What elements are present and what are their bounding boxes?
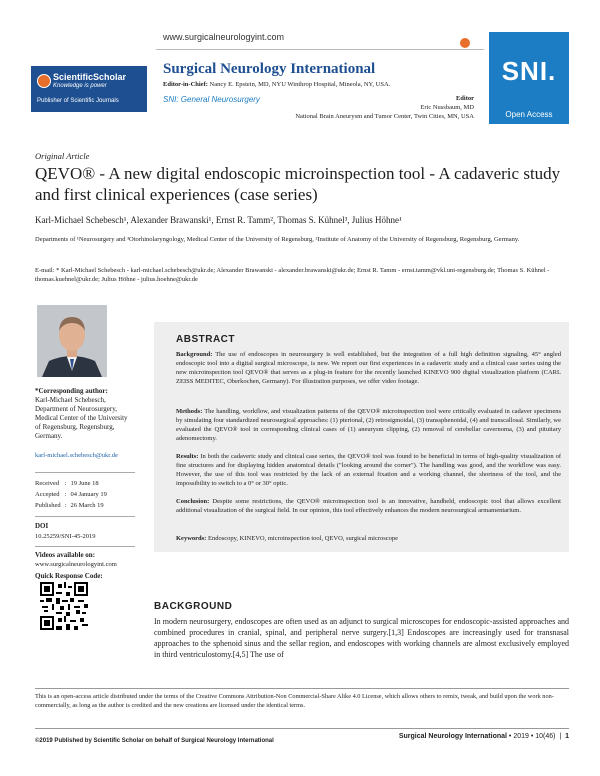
editor-label: Editor — [455, 95, 474, 102]
abstract-conclusion — [176, 497, 561, 515]
page-info — [399, 733, 569, 740]
license-text: This is an open-access article distributed under the terms of the Creative Commons Attribution-Non Commercial-Share Alike 4.0 License, which allows others to remix, tweak, and build upon the work non-commercially, as long as the author is credited and the new creations are licensed under the identical terms. — [35, 693, 554, 709]
article-type: Original Article — [35, 151, 90, 161]
journal-section: SNI: General Neurosurgery — [163, 95, 260, 104]
sni-logo-box — [489, 32, 569, 124]
author-emails: E-mail: * Karl-Michael Schebesch - karl-michael.schebesch@ukr.de; Alexander Brawanski - alexander.brawanski@ukr.de; Ernst R. Tamm - ernst.tamm@vkl.uni-regensburg.de; Thomas S. Kühnel - thomas.kuehnel@ukr.de; Julius Höhne - julius.hoehne@ukr.de — [35, 267, 550, 283]
sni-logo: SNI. — [501, 56, 557, 86]
journal-url[interactable]: www.surgicalneurologyint.com — [163, 32, 285, 42]
qr-code-image — [40, 582, 88, 630]
date-sep: : — [64, 502, 67, 509]
date-value: 04 January 19 — [70, 491, 107, 498]
date-label: Published — [35, 502, 61, 509]
editor-name: Eric Nussbaum, MD — [420, 104, 474, 111]
editor-in-chief-label: Editor-in-Chief: — [163, 81, 208, 88]
received-row — [35, 478, 111, 489]
access-badge-icon — [460, 38, 470, 48]
doi-label: DOI — [35, 522, 49, 530]
footer-sep: | — [557, 733, 564, 740]
journal-title: Surgical Neurology International — [163, 61, 376, 77]
qr-label: Quick Response Code: — [35, 572, 103, 580]
affiliations: Departments of ¹Neurosurgery and ³Otorhinolaryngology, Medical Center of the University of Regensburg, ²Institute of Anatomy of the University of Regensburg, Regensburg, Germany. — [35, 236, 520, 243]
date-sep: : — [64, 491, 67, 498]
abstract-methods-label: Methods: — [176, 408, 203, 415]
dates-block — [35, 478, 111, 511]
author-list: Karl-Michael Schebesch¹, Alexander Brawanski¹, Ernst R. Tamm², Thomas S. Kühnel³, Julius Höhne¹ — [35, 215, 402, 225]
accepted-row — [35, 489, 111, 500]
abstract-keywords-text: Endoscopy, KINEVO, microinspection tool, QEVO, surgical microscope — [207, 535, 399, 542]
corresponding-label: *Corresponding author: — [35, 387, 108, 395]
abstract-methods-text: The handling, workflow, and visualization patterns of the QEVO® microinspection tool were critically evaluated in cadaver specimens by simulating four standardized neurosurgical approaches: (1) pterional, (2) retrosigmoidal, (3) transsphenoidal, (4) and transcallosal. Similarly, we evaluated the QEVO® tool in corresponding clinical cases of (1) aneurysm clipping, (2) removal of cerebellar cavernoma, (3) and pituitary adenomectomy. — [176, 408, 561, 442]
footer-issue: • 2019 • 10(46) — [508, 733, 556, 740]
abstract-keywords-label: Keywords: — [176, 535, 207, 542]
abstract-results — [176, 452, 561, 488]
sidebar-divider — [35, 516, 135, 517]
editor-in-chief-value: Nancy E. Epstein, MD, NYU Winthrop Hospital, Mineola, NY, USA. — [209, 81, 391, 88]
abstract-keywords — [176, 534, 561, 543]
publisher-logo-icon — [37, 74, 51, 88]
editor-affiliation: National Brain Aneurysm and Tumor Center, Twin Cities, MN, USA — [295, 113, 474, 120]
abstract-methods — [176, 407, 561, 443]
abstract-conclusion-label: Conclusion: — [176, 498, 210, 505]
background-heading: BACKGROUND — [154, 601, 233, 612]
corresponding-author: Karl-Michael Schebesch, Department of Neurosurgery, Medical Center of the University of Regensburg, Regensburg, Germany. — [35, 396, 128, 440]
sidebar-divider — [35, 472, 135, 473]
publisher-subtitle: Publisher of Scientific Journals — [37, 98, 119, 104]
date-label: Accepted — [35, 491, 60, 498]
body-paragraph: In modern neurosurgery, endoscopes are often used as an adjunct to surgical microscopes for endoscopic-assisted approaches and combined procedures in cranial, spinal, and peripheral nerve surgery.[1,3] Endoscopes are increasingly used for transnasal approaches to the sphenoid sinus and the sellar region, and endoscopes with working channels are almost exclusively employed in third ventriculostomy.[4,5] The use of — [154, 617, 569, 659]
abstract-background-label: Background: — [176, 351, 213, 358]
abstract-background-text: The use of endoscopes in neurosurgery is well established, but the integration of a full high definition signaling, 45° angled endoscopic tool into a digital surgical microscope, is new. We report our first experiences in a cadaveric study and a clinical case series using the new microinspection tool QEVO® that serves as a plug-in feature for the recently launched KINEVO 900 digital visualization platform (CARL ZEISS MEDITEC, Oberkochen, Germany). For illustration purposes, we offer video footage. — [176, 351, 561, 385]
abstract-conclusion-text: Despite some restrictions, the QEVO® microinspection tool is an innovative, handheld, endoscopic tool that allows excellent additional visualization of the surgical field. In our opinion, this tool effectively enhances the modern neurosurgical armamentarium. — [176, 498, 561, 514]
author-photo — [37, 305, 107, 377]
publisher-tagline: Knowledge is power — [53, 83, 107, 89]
videos-link[interactable]: www.surgicalneurologyint.com — [35, 561, 117, 568]
sidebar-divider — [35, 546, 135, 547]
editor-in-chief — [163, 81, 390, 88]
videos-label: Videos available on: — [35, 551, 96, 559]
date-sep: : — [64, 480, 67, 487]
page-number: 1 — [565, 733, 569, 740]
abstract-results-label: Results: — [176, 453, 199, 460]
published-row — [35, 500, 111, 511]
open-access-label: Open Access — [505, 110, 553, 119]
article-title: QEVO® - A new digital endoscopic microinspection tool - A cadaveric study and first clinical experiences (case series) — [35, 164, 561, 204]
date-value: 26 March 19 — [70, 502, 104, 509]
copyright: ©2019 Published by Scientific Scholar on behalf of Surgical Neurology International — [35, 738, 274, 744]
doi-link[interactable]: 10.25259/SNI-45-2019 — [35, 533, 96, 540]
footer-journal: Surgical Neurology International — [398, 733, 507, 740]
date-label: Received — [35, 480, 60, 487]
corresponding-email-link[interactable]: karl-michael.schebesch@ukr.de — [35, 452, 118, 459]
abstract-results-text: In both the cadaveric study and clinical case series, the QEVO® tool was found to be beneficial in terms of high-quality visualization of fine structures and for displaying hidden anatomical details ("looking around the corner"). The handling was good, and the workflow was easy. However, the use of this tool was restricted by the lack of an external fixation and a working channel, the shortness of the tool, and the impossibility to switch to a 0° or 30° optic. — [176, 453, 561, 487]
author-photo-image — [37, 305, 107, 377]
footer-divider — [35, 688, 569, 689]
qr-code[interactable] — [40, 582, 88, 630]
date-value: 19 June 18 — [70, 480, 99, 487]
abstract-heading: ABSTRACT — [176, 334, 235, 345]
publisher-logo — [31, 66, 147, 112]
abstract-background — [176, 350, 561, 386]
header-divider — [156, 49, 484, 50]
footer-divider — [35, 728, 569, 729]
publisher-name: ScientificScholar — [53, 72, 127, 82]
